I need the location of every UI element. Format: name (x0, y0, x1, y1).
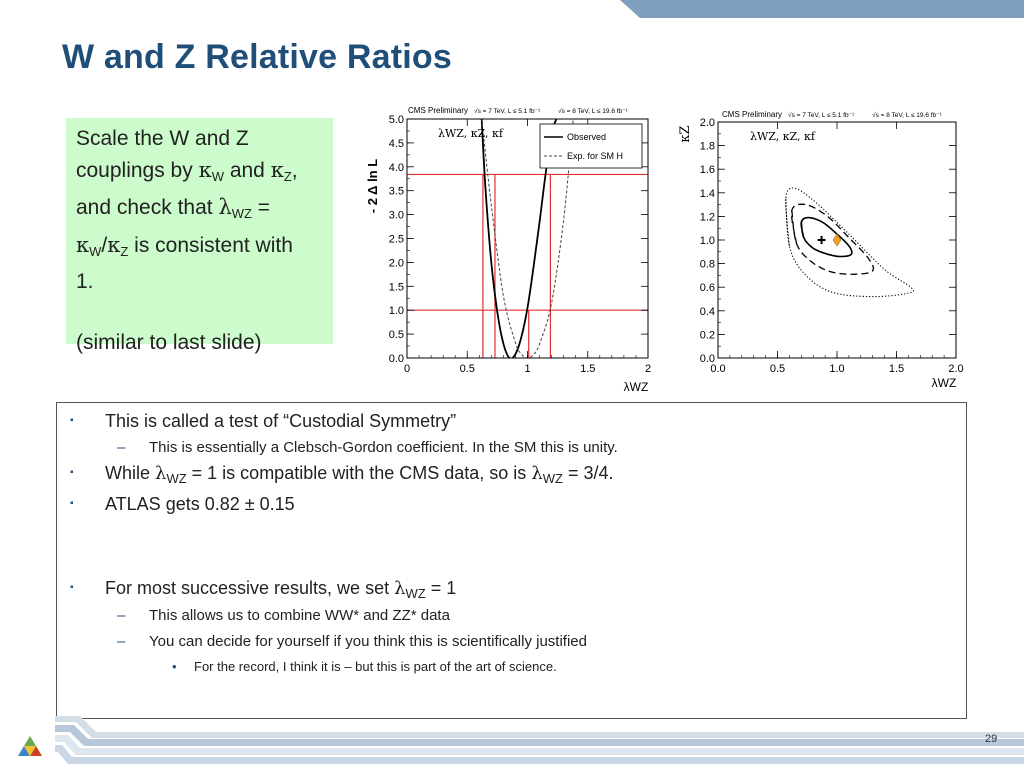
callout-box (66, 118, 333, 354)
legend (540, 124, 642, 168)
chart-header-right: √s = 8 TeV, L ≤ 19.6 fb⁻¹ (558, 108, 628, 115)
model-label: λWZ, κZ, κf (750, 130, 815, 143)
chart-header-left: CMS Preliminary (722, 110, 783, 119)
bullet-marker: ▪ (70, 582, 74, 593)
y-tick-label: 2.0 (388, 257, 404, 270)
y-tick-label: 1.6 (699, 164, 715, 177)
model-label: λWZ, κZ, κf (438, 127, 503, 140)
x-tick-label: 0 (403, 363, 411, 375)
sub-sub-bullet-marker: • (172, 659, 177, 674)
y-tick-label: 4.5 (388, 137, 404, 150)
y-tick-label: 1.0 (699, 235, 715, 247)
bullet-item: ▪ ATLAS gets 0.82 ± 0.15 (70, 494, 295, 514)
y-tick-label: 1.8 (699, 140, 715, 153)
y-tick-label: 0.4 (699, 305, 715, 318)
likelihood-scan-chart (360, 104, 660, 400)
legend-label-expected: Exp. for SM H (567, 151, 624, 161)
bullet-marker: ▪ (70, 467, 74, 478)
y-tick-label: 1.5 (388, 281, 404, 294)
y-tick-label: 4.0 (388, 161, 404, 174)
y-axis-title: - 2 Δ ln L (365, 158, 380, 214)
y-tick-label: 0.2 (699, 329, 715, 342)
sub-sub-bullet-item: • For the record, I think it is – but this is part of the art of science. (172, 659, 557, 674)
y-tick-label: 0.5 (388, 329, 404, 342)
sub-bullet-item: – You can decide for yourself if you think this is scientifically justified (117, 633, 587, 650)
sub-bullet-marker: – (117, 607, 126, 624)
chart-header-left: CMS Preliminary (408, 106, 469, 115)
x-tick-label: 1.5 (888, 363, 905, 375)
bullet-list (56, 402, 967, 719)
bullet-marker: ▪ (70, 415, 74, 426)
chart-header-mid: √s = 7 TeV, L ≤ 5.1 fb⁻¹ (788, 112, 855, 119)
page-number: 29 (985, 733, 998, 745)
x-tick-label: 2.0 (948, 363, 964, 375)
x-tick-label: 0.5 (459, 363, 475, 375)
y-tick-label: 0.8 (699, 258, 715, 271)
bullet-item: ▪ While $\lambda_{WZ} = 1$ is compatible with the CMS data, so is $\lambda_{WZ} = 3/4$. (70, 463, 614, 486)
x-tick-label: 0.5 (769, 363, 786, 375)
x-axis-title: λWZ (623, 380, 649, 394)
y-tick-label: 1.0 (388, 305, 404, 318)
legend-box (540, 124, 642, 168)
bullet-marker: ▪ (70, 498, 74, 509)
callout-text: Scale the W and Z couplings by $\kappa_W$ and $\kappa_Z$, and check that $\lambda_{WZ}$ = $\kappa_W/\kappa_Z$ is consistent with 1. (similar to last slide) (76, 127, 298, 354)
chart-header-mid: √s = 7 TeV, L ≤ 5.1 fb⁻¹ (474, 108, 541, 115)
x-tick-label: 1 (524, 363, 531, 375)
contour-chart (680, 104, 980, 400)
x-axis-title: λWZ (931, 376, 957, 390)
x-tick-label: 1.5 (580, 363, 596, 375)
bullet-item: ▪ For most successive results, we set $\lambda_{WZ} = 1$ (70, 578, 457, 601)
x-tick-label: 0.0 (710, 363, 726, 375)
sub-bullet-item: – This allows us to combine WW* and ZZ* data (117, 607, 450, 624)
y-tick-label: 5.0 (388, 114, 404, 126)
y-tick-label: 0.6 (699, 282, 715, 295)
y-axis-title: κZ (678, 125, 693, 143)
lab-logo-icon (18, 735, 42, 757)
y-tick-label: 3.5 (388, 185, 404, 198)
bullet-item: ▪ This is called a test of “Custodial Symmetry” (70, 411, 457, 431)
y-tick-label: 0.0 (388, 353, 404, 365)
sub-bullet-marker: – (117, 439, 126, 456)
top-decor-bar (0, 0, 1024, 18)
chart-header-right: √s = 8 TeV, L ≤ 19.6 fb⁻¹ (872, 112, 942, 119)
contour-68pct (801, 218, 852, 257)
y-tick-label: 0.0 (699, 353, 715, 365)
x-tick-label: 1.0 (829, 363, 845, 375)
plot-area (700, 117, 964, 375)
y-tick-label: 3.0 (388, 209, 404, 222)
legend-label-observed: Observed (567, 132, 607, 142)
sub-bullet-marker: – (117, 633, 126, 650)
sub-bullet-item: – This is essentially a Clebsch-Gordon coefficient. In the SM this is unity. (117, 439, 618, 456)
y-tick-label: 1.4 (699, 187, 715, 200)
y-tick-label: 2.5 (388, 233, 404, 246)
x-tick-label: 2 (644, 363, 652, 375)
footer-decor (0, 708, 1024, 768)
slide-title: W and Z Relative Ratios (62, 38, 453, 76)
y-tick-label: 1.2 (699, 211, 715, 224)
y-tick-label: 2.0 (699, 117, 715, 129)
